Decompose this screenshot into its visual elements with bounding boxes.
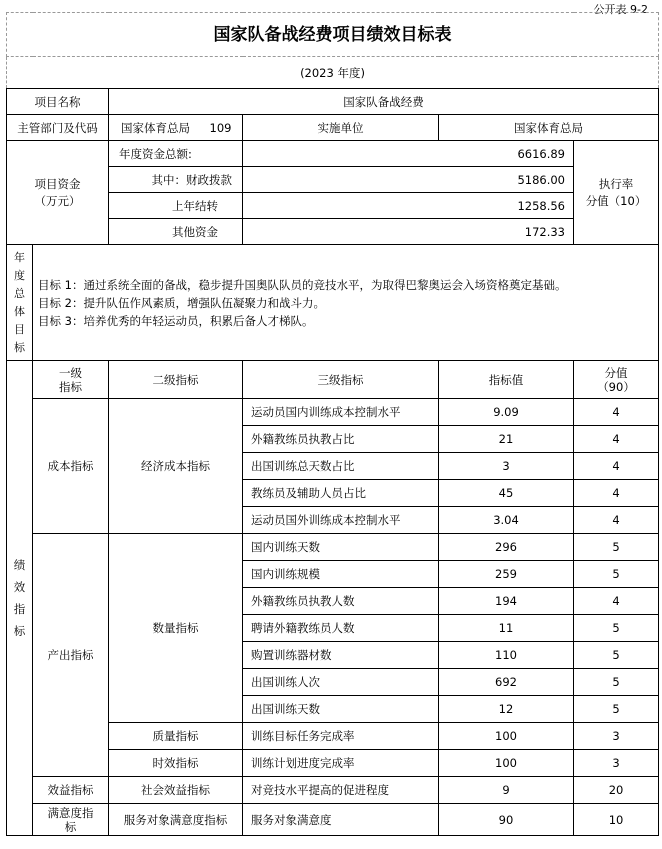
indicator-score: 5 — [574, 642, 659, 669]
timeliness-level2: 时效指标 — [109, 750, 243, 777]
indicator-score: 4 — [574, 426, 659, 453]
indicator-score: 4 — [574, 507, 659, 534]
goal-item: 目标 1：通过系统全面的备战，稳步提升国奥队队员的竞技水平，为取得巴黎奥运会入场资格奠定基础。 — [38, 277, 567, 292]
indicator-name: 出国训练天数 — [243, 696, 439, 723]
indicator-score: 20 — [574, 777, 659, 804]
funds-fiscal-label: 其中：财政拨款 — [109, 167, 243, 193]
indicator-value: 692 — [439, 669, 574, 696]
document-title: 国家队备战经费项目绩效目标表 — [7, 13, 659, 57]
exec-rate-label: 执行率 分值（10） — [574, 141, 659, 245]
performance-goal-table — [6, 12, 659, 836]
indicator-name: 服务对象满意度 — [243, 804, 439, 836]
output-level1: 产出指标 — [33, 534, 109, 777]
performance-goal-sheet — [6, 12, 658, 836]
indicator-value: 45 — [439, 480, 574, 507]
indicator-name: 出国训练总天数占比 — [243, 453, 439, 480]
goal-item: 目标 3：培养优秀的年轻运动员，积累后备人才梯队。 — [38, 313, 314, 328]
indicator-name: 外籍教练员执教占比 — [243, 426, 439, 453]
indicator-value: 100 — [439, 723, 574, 750]
indicator-value: 12 — [439, 696, 574, 723]
indicator-value: 110 — [439, 642, 574, 669]
indicator-value: 3 — [439, 453, 574, 480]
indicator-score: 4 — [574, 453, 659, 480]
cost-level1: 成本指标 — [33, 399, 109, 534]
benefit-level1: 效益指标 — [33, 777, 109, 804]
indicator-score: 4 — [574, 588, 659, 615]
quantity-level2: 数量指标 — [109, 534, 243, 723]
indicator-value: 259 — [439, 561, 574, 588]
indicator-name: 运动员国外训练成本控制水平 — [243, 507, 439, 534]
indicator-value: 194 — [439, 588, 574, 615]
indicator-name: 运动员国内训练成本控制水平 — [243, 399, 439, 426]
indicator-score: 5 — [574, 669, 659, 696]
indicator-value: 90 — [439, 804, 574, 836]
performance-indicators-label: 绩 效 指 标 — [7, 361, 33, 836]
indicator-score: 5 — [574, 696, 659, 723]
goal-item: 目标 2：提升队伍作风素质，增强队伍凝聚力和战斗力。 — [38, 295, 325, 310]
annual-goal-label: 年 度 总 体 目 标 — [7, 245, 33, 361]
dept-name: 国家体育总局 — [121, 120, 190, 135]
indicator-score: 10 — [574, 804, 659, 836]
satisfaction-level2: 服务对象满意度指标 — [109, 804, 243, 836]
indicator-name: 教练员及辅助人员占比 — [243, 480, 439, 507]
benefit-level2: 社会效益指标 — [109, 777, 243, 804]
indicator-value: 11 — [439, 615, 574, 642]
funds-other-value: 172.33 — [243, 219, 574, 245]
funds-total-value: 6616.89 — [243, 141, 574, 167]
exec-unit-value: 国家体育总局 — [439, 115, 659, 141]
indicator-name: 聘请外籍教练员人数 — [243, 615, 439, 642]
indicator-name: 训练目标任务完成率 — [243, 723, 439, 750]
table-number-label: 公开表 9-2 — [593, 3, 648, 16]
exec-unit-label: 实施单位 — [243, 115, 439, 141]
header-level2: 二级指标 — [109, 361, 243, 399]
indicator-name: 购置训练器材数 — [243, 642, 439, 669]
indicator-value: 9.09 — [439, 399, 574, 426]
funds-label: 项目资金 （万元） — [7, 141, 109, 245]
indicator-name: 国内训练天数 — [243, 534, 439, 561]
dept-label: 主管部门及代码 — [7, 115, 109, 141]
indicator-score: 5 — [574, 561, 659, 588]
dept-code: 109 — [209, 120, 232, 135]
indicator-name: 对竞技水平提高的促进程度 — [243, 777, 439, 804]
satisfaction-level1: 满意度指 标 — [33, 804, 109, 836]
indicator-score: 3 — [574, 750, 659, 777]
funds-carry-label: 上年结转 — [109, 193, 243, 219]
funds-total-label: 年度资金总额: — [109, 141, 243, 167]
header-score: 分值 （90） — [574, 361, 659, 399]
indicator-score: 4 — [574, 480, 659, 507]
indicator-value: 296 — [439, 534, 574, 561]
funds-carry-value: 1258.56 — [243, 193, 574, 219]
indicator-value: 9 — [439, 777, 574, 804]
indicator-name: 出国训练人次 — [243, 669, 439, 696]
indicator-name: 国内训练规模 — [243, 561, 439, 588]
dept-cell — [109, 115, 243, 141]
funds-fiscal-value: 5186.00 — [243, 167, 574, 193]
funds-other-label: 其他资金 — [109, 219, 243, 245]
indicator-value: 100 — [439, 750, 574, 777]
cost-level2: 经济成本指标 — [109, 399, 243, 534]
indicator-name: 训练计划进度完成率 — [243, 750, 439, 777]
fiscal-year: (2023 年度) — [7, 57, 659, 89]
indicator-score: 3 — [574, 723, 659, 750]
header-value: 指标值 — [439, 361, 574, 399]
indicator-score: 4 — [574, 399, 659, 426]
project-name-label: 项目名称 — [7, 89, 109, 115]
quality-level2: 质量指标 — [109, 723, 243, 750]
annual-goals — [33, 245, 659, 361]
indicator-value: 21 — [439, 426, 574, 453]
header-level3: 三级指标 — [243, 361, 439, 399]
header-level1: 一级 指标 — [33, 361, 109, 399]
indicator-name: 外籍教练员执教人数 — [243, 588, 439, 615]
indicator-value: 3.04 — [439, 507, 574, 534]
indicator-score: 5 — [574, 534, 659, 561]
indicator-score: 5 — [574, 615, 659, 642]
project-name-value: 国家队备战经费 — [109, 89, 659, 115]
